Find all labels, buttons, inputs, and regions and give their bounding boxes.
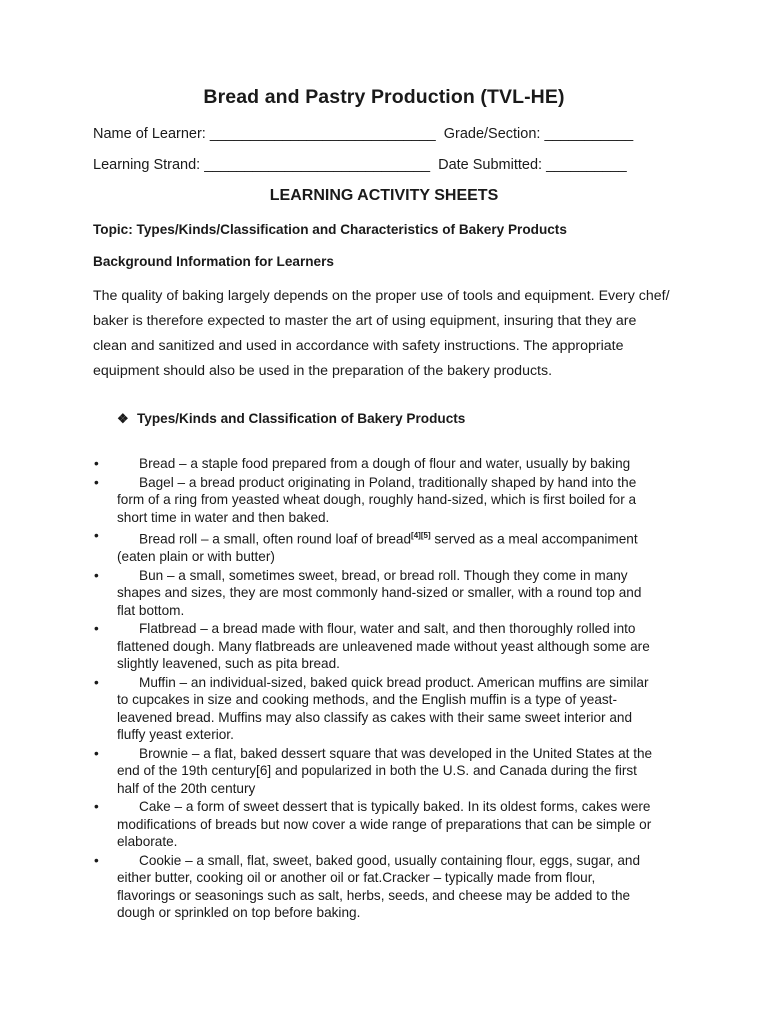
list-item-text: Brownie – a flat, baked dessert square that was developed in the United States at the end of the 19th century[6] and popularized in both the U.S. and Canada during the first half of the 20th century (117, 745, 653, 796)
list-item-text: Bread roll – a small, often round loaf of bread (139, 531, 412, 547)
bullet-icon: • (94, 674, 99, 690)
strand-date-line: Learning Strand: ____________________________ Date Submitted: __________ (93, 157, 627, 173)
list-item-muffin (0, 674, 655, 744)
bullet-icon: • (94, 621, 99, 637)
subheading-text: Types/Kinds and Classification of Bakery Products (137, 411, 466, 426)
diamond-bullet-icon: ❖ (117, 411, 129, 426)
bullet-icon: • (94, 852, 99, 868)
bakery-products-list (0, 455, 768, 923)
topic-heading: Topic: Types/Kinds/Classification and Characteristics of Bakery Products (93, 222, 567, 237)
intro-paragraph: The quality of baking largely depends on the proper use of tools and equipment. Every chef/ baker is therefore expected to master the art of using equipment, insuring that they are clean and sanitized and used in accordance with safety instructions. The appropriate equipment should also be used in the preparation of the bakery products. (93, 288, 670, 379)
background-information-heading: Background Information for Learners (93, 254, 334, 269)
list-item-bun (0, 567, 655, 619)
learner-grade-line: Name of Learner: ____________________________ Grade/Section: ___________ (93, 126, 634, 142)
citation-refs[interactable]: [4][5] (411, 531, 431, 541)
bullet-icon: • (94, 474, 99, 490)
bullet-icon: • (94, 567, 99, 583)
list-item-flatbread (0, 620, 655, 672)
list-item-text: Bun – a small, sometimes sweet, bread, or bread roll. Though they come in many shapes and sizes, they are most commonly hand-sized or smaller, with a round top and flat bottom. (117, 567, 642, 618)
list-item-text: Muffin – an individual-sized, baked quick bread product. American muffins are similar to cupcakes in size and cooking methods, and the English muffin is a type of yeast-leavened bread. Muffins may also classify as cakes with their same sweet interior and fluffy yeast exterior. (117, 674, 649, 743)
bullet-icon: • (94, 799, 99, 815)
list-item-bagel (0, 474, 655, 526)
list-item-text: Bagel – a bread product originating in Poland, traditionally shaped by hand into the form of a ring from yeasted wheat dough, roughly hand-sized, which is first boiled for a short time in water and then baked. (117, 474, 637, 525)
list-item-cake (0, 798, 655, 850)
learning-activity-sheets-heading: LEARNING ACTIVITY SHEETS (269, 187, 499, 204)
bullet-icon: • (94, 528, 99, 544)
bullet-icon: • (94, 745, 99, 761)
bullet-icon: • (94, 456, 99, 471)
document-title: Bread and Pastry Production (TVL-HE) (203, 86, 565, 108)
list-item-bread (0, 455, 655, 472)
list-item-brownie (0, 745, 655, 797)
list-item-text: Flatbread – a bread made with flour, water and salt, and then thoroughly rolled into flattened dough. Many flatbreads are unleavened made without yeast although some are slightly leavened, such as pita bread. (117, 621, 650, 672)
types-classification-subheading (117, 411, 465, 427)
list-item-text: Bread – a staple food prepared from a dough of flour and water, usually by baking (139, 456, 631, 471)
list-item-bread-roll (0, 527, 655, 565)
list-item-text: Cake – a form of sweet dessert that is typically baked. In its oldest forms, cakes were modifications of breads but now cover a wide range of preparations that can be simple or elaborate. (117, 799, 652, 850)
list-item-text-tail: served as a meal accompaniment (eaten plain or with butter) (117, 531, 638, 565)
list-item-text: Cookie – a small, flat, sweet, baked good, usually containing flour, eggs, sugar, and either butter, cooking oil or another oil or fat.Cracker – typically made from flour, flavorings or seasonings such as salt, herbs, seeds, and cheese may be added to the dough or sprinkled on top before baking. (117, 852, 641, 921)
list-item-cookie (0, 852, 655, 922)
